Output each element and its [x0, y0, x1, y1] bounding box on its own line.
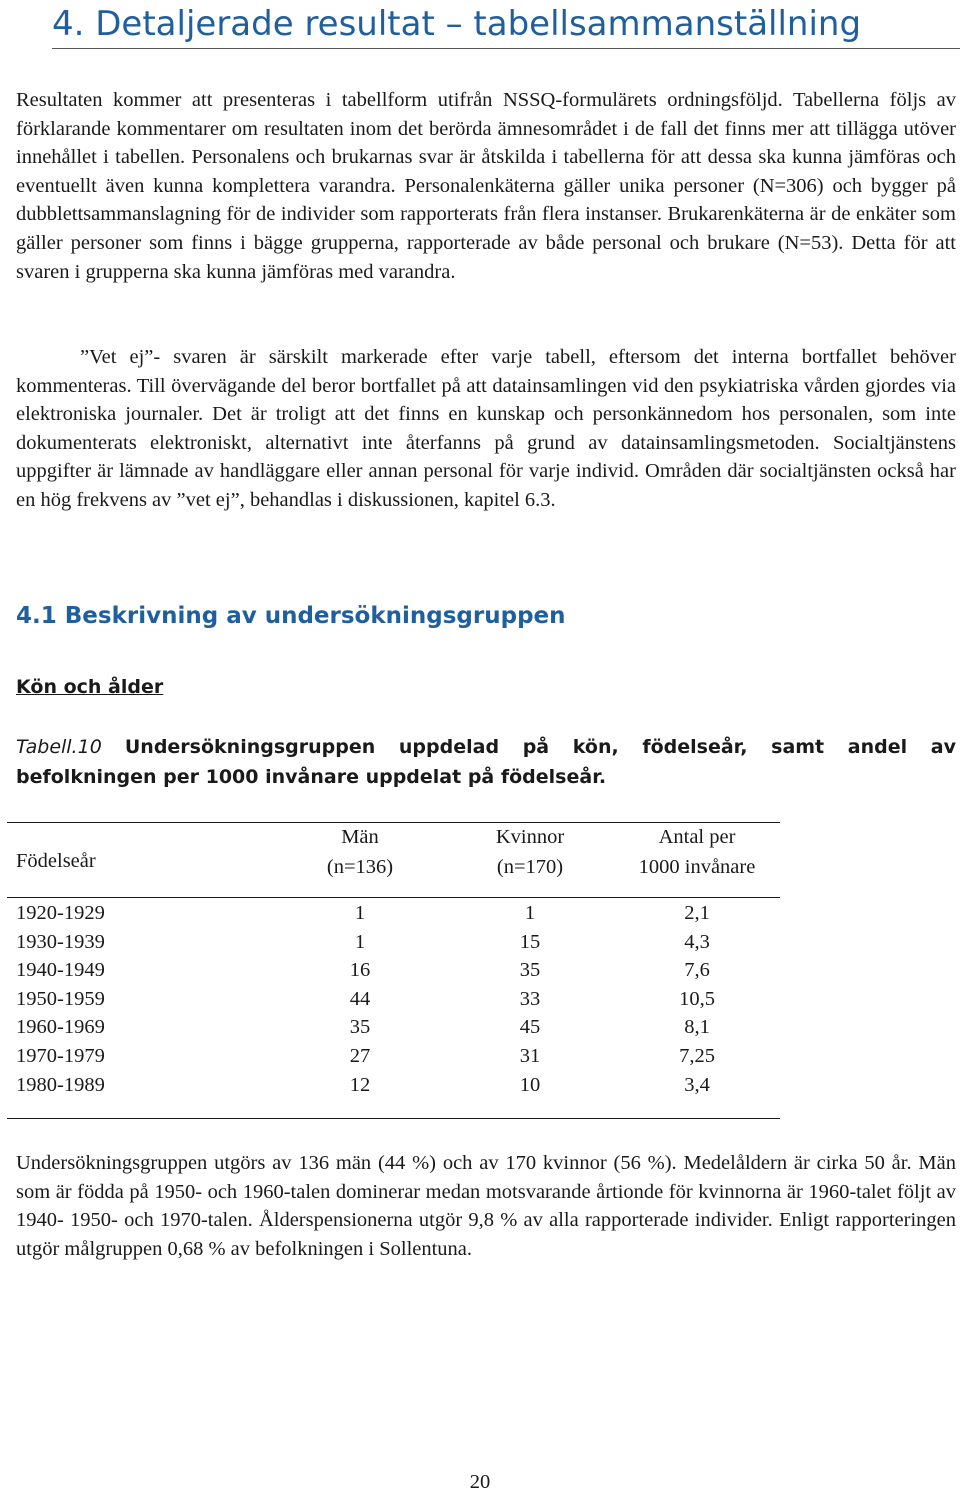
- cell-women: 31: [519, 1044, 541, 1067]
- cell-women: 45: [519, 1016, 541, 1039]
- column-header-women-label: Kvinnor: [495, 826, 565, 848]
- cell-men: 44: [349, 987, 371, 1010]
- table-row: [0, 1042, 800, 1071]
- page-number: 20: [469, 1471, 491, 1493]
- table-row: [0, 985, 800, 1014]
- intro-paragraph: Resultaten kommer att presenteras i tabellform utifrån NSSQ-formulärets ordningsföljd. Tabellerna följs av förklarande kommentarer om resultaten inom det berörda ämnesområdet i de fall det finns mer att tillägga utöver innehållet i tabellen. Personalens och brukarnas svar är åtskilda i tabellerna för att dessa ska kunna jämföras och eventuellt även kunna komplettera varandra. Personalenkäterna gäller unika personer (N=306) och bygger på dubblettsammanslagning för de individer som rapporterats från flera instanser. Brukarenkäterna är de enkäter som gäller personer som finns i bägge grupperna, rapporterade av både personal och brukare (N=53). Detta för att svaren i grupperna ska kunna jämföras med varandra.: [16, 89, 956, 283]
- column-header-birth-year: Födelseår: [16, 850, 96, 872]
- table-bottom-rule: [7, 1118, 780, 1119]
- cell-per-thousand: 8,1: [684, 1016, 710, 1039]
- cell-women: 35: [519, 959, 541, 982]
- cell-per-thousand: 10,5: [679, 987, 715, 1010]
- column-header-men-label: Män: [341, 826, 379, 848]
- cell-birth-year: 1930-1939: [16, 930, 105, 953]
- cell-per-thousand: 4,3: [684, 930, 710, 953]
- cell-men: 12: [349, 1073, 371, 1096]
- table-row: [0, 956, 800, 985]
- cell-women: 1: [524, 902, 536, 924]
- cell-men: 16: [349, 959, 371, 982]
- column-header-men-count: (n=136): [326, 856, 394, 878]
- cell-birth-year: 1980-1989: [16, 1073, 105, 1096]
- chapter-heading: 4. Detaljerade resultat – tabellsammanställning: [52, 0, 960, 49]
- cell-women: 15: [519, 930, 541, 953]
- cell-men: 1: [354, 930, 366, 953]
- cell-women: 10: [519, 1073, 541, 1096]
- cell-birth-year: 1920-1929: [16, 902, 105, 924]
- column-header-women-count: (n=170): [496, 856, 564, 878]
- table-row: [0, 1071, 800, 1100]
- table-row: [0, 1013, 800, 1042]
- cell-men: 27: [349, 1044, 371, 1067]
- table-caption: [16, 732, 956, 792]
- column-header-women: [470, 822, 590, 882]
- table-row: [0, 899, 800, 928]
- cell-birth-year: 1960-1969: [16, 1016, 105, 1039]
- column-header-per-thousand: [612, 822, 782, 882]
- table-body: [0, 899, 800, 1099]
- summary-paragraph: Undersökningsgruppen utgörs av 136 män (44 %) och av 170 kvinnor (56 %). Medelåldern är cirka 50 år. Män som är födda på 1950- och 1960-talen dominerar medan motsvarande årtionde för kvinnorna är 1960-talet följt av 1940- 1950- och 1970-talen. Ålderspensionerna utgör 9,8 % av alla rapporterade individer. Enligt rapporteringen utgör målgruppen 0,68 % av befolkningen i Sollentuna.: [16, 1152, 956, 1260]
- cell-women: 33: [519, 987, 541, 1010]
- table-row: [0, 928, 800, 957]
- table-caption-label: Tabell.10: [16, 736, 102, 758]
- column-header-per-thousand-line2: 1000 invånare: [638, 856, 756, 878]
- subsection-heading: Kön och ålder: [16, 676, 164, 698]
- column-header-men: [300, 822, 420, 882]
- missing-answers-text: ”Vet ej”- svaren är särskilt markerade efter varje tabell, eftersom det interna bortfallet behöver kommenteras. Till övervägande del beror bortfallet på att datainsamlingen vid den psykiatriska vården gjordes via elektroniska journaler. Det är troligt att det finns en kunskap och personkännedom hos personalen, som inte dokumenterats elektroniskt, alternativt inte återfanns på grund av datainsamlingsmetoden. Socialtjänstens uppgifter är lämnade av handläggare eller annan personal för varje individ. Områden där socialtjänsten också har en hög frekvens av ”vet ej”, behandlas i diskussionen, kapitel 6.3.: [16, 346, 956, 511]
- cell-per-thousand: 3,4: [684, 1073, 710, 1096]
- section-heading: 4.1 Beskrivning av undersökningsgruppen: [16, 603, 566, 629]
- cell-men: 1: [354, 902, 366, 924]
- cell-per-thousand: 2,1: [684, 902, 710, 924]
- cell-birth-year: 1970-1979: [16, 1044, 105, 1067]
- missing-answers-paragraph: [16, 343, 956, 515]
- column-header-per-thousand-line1: Antal per: [658, 826, 736, 848]
- cell-birth-year: 1950-1959: [16, 987, 105, 1010]
- cell-per-thousand: 7,6: [684, 959, 710, 982]
- cell-men: 35: [349, 1016, 371, 1039]
- table-caption-title: Undersökningsgruppen uppdelad på kön, födelseår, samt andel av befolkningen per 1000 invånare uppdelat på födelseår.: [16, 736, 956, 788]
- cell-birth-year: 1940-1949: [16, 959, 105, 982]
- table-header-rule: [7, 897, 780, 898]
- cell-per-thousand: 7,25: [679, 1044, 715, 1067]
